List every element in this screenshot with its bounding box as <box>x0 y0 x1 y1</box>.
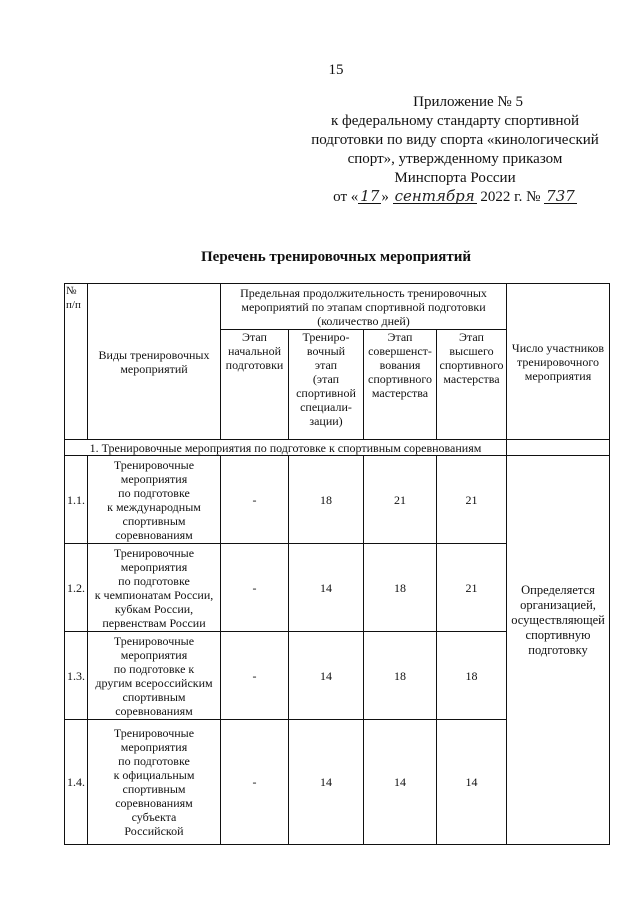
appendix-line: Минспорта России <box>394 170 516 186</box>
appendix-line: к федеральному стандарту спортивной <box>330 113 580 129</box>
row-name: Тренировочные мероприятия по подготовке к чемпионатам России, кубкам России, первенствам России <box>88 544 221 632</box>
header-stage-improvement: Этап совершенст- вования спортивного мастерства <box>364 330 437 440</box>
value-initial: - <box>221 544 289 632</box>
appendix-block <box>300 93 610 207</box>
value-initial: - <box>221 456 289 544</box>
header-participants: Число участников тренировочного мероприятия <box>507 284 610 440</box>
table-row <box>65 456 610 544</box>
value-higher: 21 <box>437 456 507 544</box>
row-number: 1.2. <box>65 544 88 632</box>
header-num: № п/п <box>65 284 88 440</box>
appendix-line: спорт», утвержденному приказом <box>347 151 563 167</box>
header-duration: Предельная продолжительность тренировочных мероприятий по этапам спортивной подготовки (количество дней) <box>221 284 507 330</box>
row-number: 1.4. <box>65 720 88 845</box>
participants-value: Определяется организацией, осуществляющей спортивную подготовку <box>507 456 610 845</box>
order-year: 2022 г. № <box>480 189 541 205</box>
value-improvement: 18 <box>364 544 437 632</box>
order-prefix: от « <box>333 189 359 205</box>
row-name: Тренировочные мероприятия по подготовке к официальным спортивным соревнованиям субъекта Российской <box>88 720 221 845</box>
order-month: сентября <box>394 187 475 205</box>
header-kind: Виды тренировочных мероприятий <box>88 284 221 440</box>
value-higher: 21 <box>437 544 507 632</box>
order-line <box>300 188 610 207</box>
value-improvement: 14 <box>364 720 437 845</box>
value-initial: - <box>221 632 289 720</box>
value-improvement: 21 <box>364 456 437 544</box>
row-name: Тренировочные мероприятия по подготовке к другим всероссийским спортивным соревнованиям <box>88 632 221 720</box>
training-table <box>64 283 610 845</box>
value-higher: 14 <box>437 720 507 845</box>
row-number: 1.3. <box>65 632 88 720</box>
value-training: 14 <box>289 544 364 632</box>
row-name: Тренировочные мероприятия по подготовке к международным спортивным соревнованиям <box>88 456 221 544</box>
page-title: Перечень тренировочных мероприятий <box>201 249 471 265</box>
section-title: 1. Тренировочные мероприятия по подготовке к спортивным соревнованиям <box>65 440 507 456</box>
value-initial: - <box>221 720 289 845</box>
order-day: 17 <box>360 187 380 205</box>
appendix-number: Приложение № 5 <box>413 94 523 110</box>
order-number: 737 <box>546 187 575 205</box>
header-stage-higher: Этап высшего спортивного мастерства <box>437 330 507 440</box>
value-training: 14 <box>289 720 364 845</box>
value-higher: 18 <box>437 632 507 720</box>
appendix-line: подготовки по виду спорта «кинологический <box>311 132 599 148</box>
value-training: 18 <box>289 456 364 544</box>
value-training: 14 <box>289 632 364 720</box>
order-mid: » <box>381 189 389 205</box>
header-stage-training: Трениро- вочный этап (этап спортивной специали- зации) <box>289 330 364 440</box>
header-stage-initial: Этап начальной подготовки <box>221 330 289 440</box>
row-number: 1.1. <box>65 456 88 544</box>
page-number: 15 <box>328 62 344 78</box>
value-improvement: 18 <box>364 632 437 720</box>
